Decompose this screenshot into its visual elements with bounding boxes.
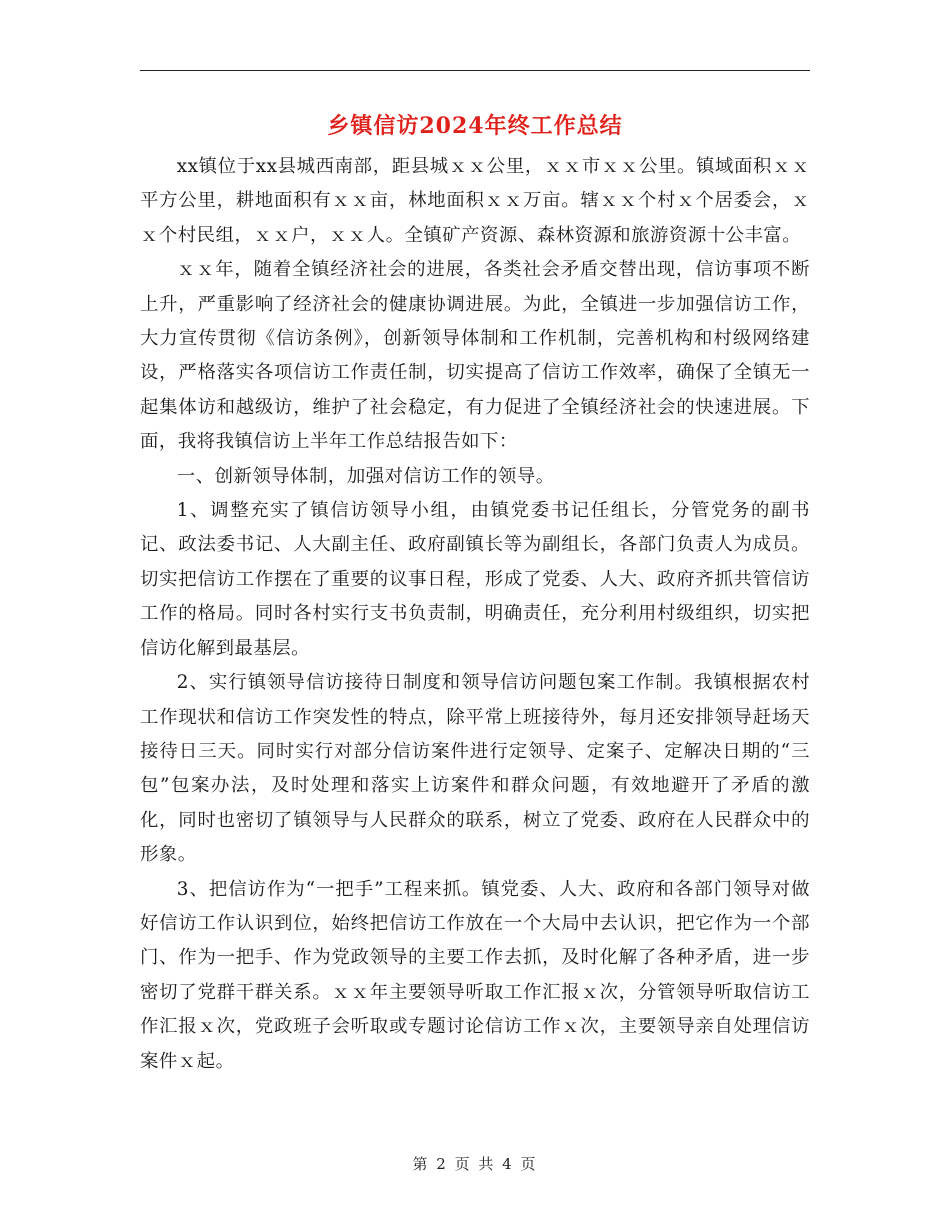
- paragraph-item-1: 1、调整充实了镇信访领导小组，由镇党委书记任组长，分管党务的副书记、政法委书记、人大副主任、政府副镇长等为副组长，各部门负责人为成员。切实把信访工作摆在了重要的议事日程，形成了党委、人大、政府齐抓共管信访工作的格局。同时各村实行支书负责制，明确责任，充分利用村级组织，切实把信访化解到最基层。: [140, 500, 810, 659]
- header-rule: [140, 70, 810, 71]
- paragraph-item-3: 3、把信访作为“一把手”工程来抓。镇党委、人大、政府和各部门领导对做好信访工作认识到位，始终把信访工作放在一个大局中去认识，把它作为一个部门、作为一把手、作为党政领导的主要工作去抓，及时化解了各种矛盾，进一步密切了党群干群关系。ｘｘ年主要领导听取工作汇报ｘ次，分管领导听取信访工作汇报ｘ次，党政班子会听取或专题讨论信访工作ｘ次，主要领导亲自处理信访案件ｘ起。: [140, 878, 810, 1072]
- paragraph-intro: xx镇位于xx县城西南部，距县城ｘｘ公里，ｘｘ市ｘｘ公里。镇域面积ｘｘ平方公里，耕地面积有ｘｘ亩，林地面积ｘｘ万亩。辖ｘｘ个村ｘ个居委会，ｘｘ个村民组，ｘｘ户，ｘｘ人。全镇矿产资源、森林资源和旅游资源十公丰富。: [140, 156, 810, 246]
- paragraph-item-2: 2、实行镇领导信访接待日制度和领导信访问题包案工作制。我镇根据农村工作现状和信访工作突发性的特点，除平常上班接待外，每月还安排领导赶场天接待日三天。同时实行对部分信访案件进行定领导、定案子、定解决日期的“三包”包案办法，及时处理和落实上访案件和群众问题，有效地避开了矛盾的激化，同时也密切了镇领导与人民群众的联系，树立了党委、政府在人民群众中的形象。: [140, 672, 810, 866]
- section-heading: 一、创新领导体制，加强对信访工作的领导。: [176, 465, 555, 487]
- page-number: 第 2 页 共 4 页: [412, 1155, 538, 1173]
- document-body: [140, 150, 810, 1079]
- paragraph-overview: ｘｘ年，随着全镇经济社会的进展，各类社会矛盾交替出现，信访事项不断上升，严重影响了经济社会的健康协调进展。为此，全镇进一步加强信访工作，大力宣传贯彻《信访条例》，创新领导体制和工作机制，完善机构和村级网络建设，严格落实各项信访工作责任制，切实提高了信访工作效率，确保了全镇无一起集体访和越级访，维护了社会稳定，有力促进了全镇经济社会的快速进展。下面，我将我镇信访上半年工作总结报告如下：: [140, 259, 810, 453]
- document-title: 乡镇信访2024年终工作总结: [327, 113, 623, 139]
